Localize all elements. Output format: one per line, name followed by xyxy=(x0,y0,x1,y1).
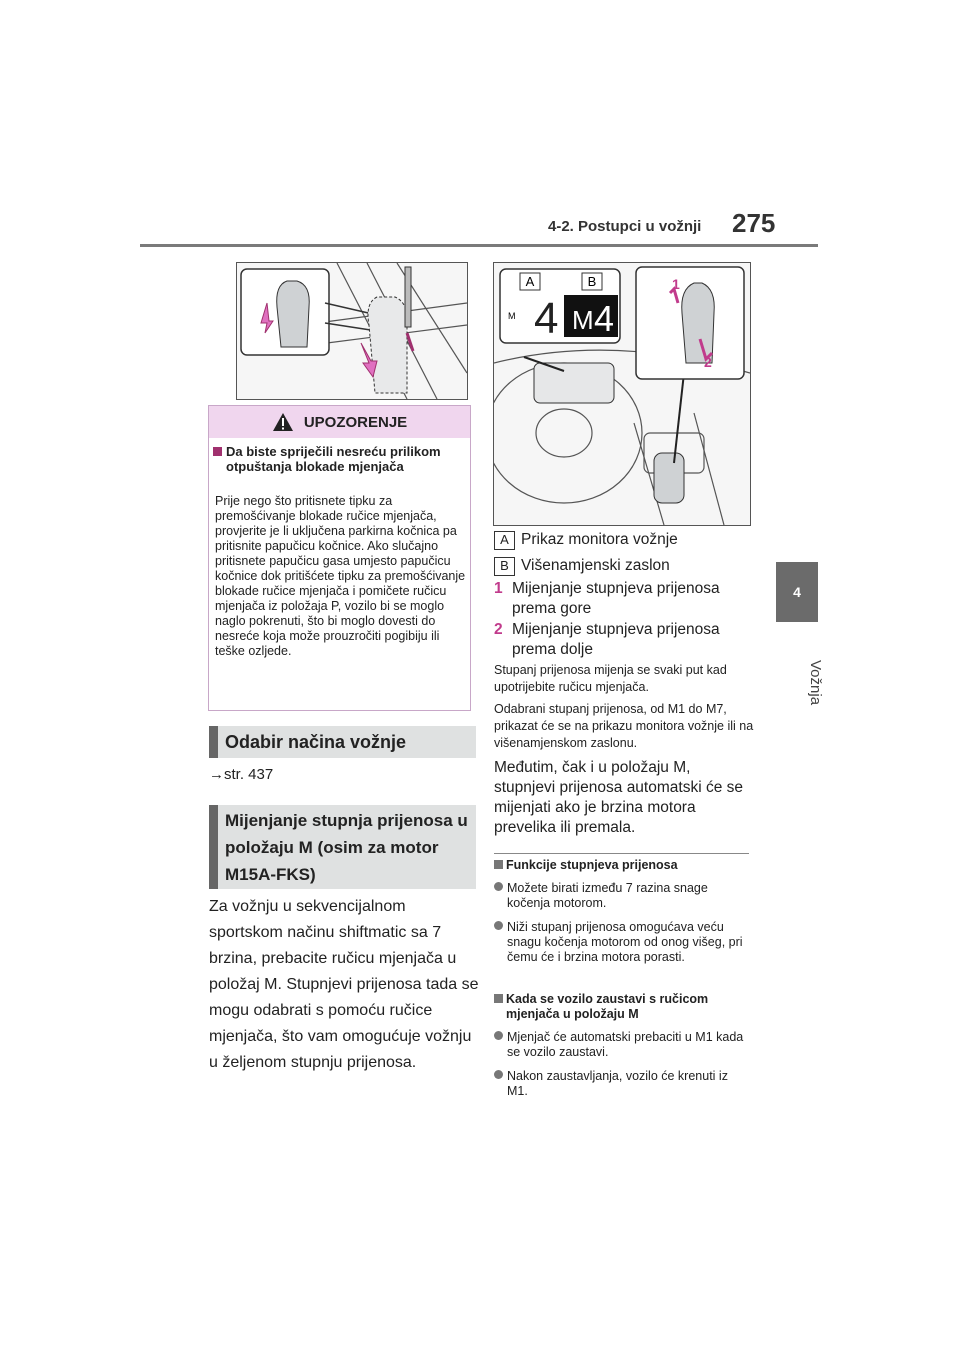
display-m-indicator: M xyxy=(572,305,594,335)
page-number: 275 xyxy=(732,208,776,238)
warning-title: UPOZORENJE xyxy=(303,413,408,431)
list-item: Mjenjač će automatski prebaciti u M1 kada se vozilo zaustavi. xyxy=(494,1030,752,1060)
section-heading-m-position: Mijenjanje stupnja prijenosa u položaju M (osim za motor M15A-FKS) xyxy=(209,805,476,889)
list-item: Niži stupanj prijenosa omogućava veću snagu kočenja motorom od onog višeg, pri čemu će i brzina motora porasti. xyxy=(494,920,752,965)
warning-triangle-icon xyxy=(272,412,294,432)
shiftmatic-paragraph: Za vožnju u sekvencijalnom sportskom načinu shiftmatic sa 7 brzina, prebacite ručicu mjenjača u položaj M. Stupnjevi prijenosa tada se mogu odabrati s pomoću ručice mjenjača, što vam omogućuje vožnju u željenom stupnju prijenosa. xyxy=(209,898,479,1071)
gear-change-note: Stupanj prijenosa mijenja se svaki put kad upotrijebite ručicu mjenjača. xyxy=(494,663,727,694)
warning-body: Prije nego što pritisnete tipku za premošćivanje blokade ručice mjenjača, provjerite je li uključena parkirna kočnica pa pritisnite papučicu kočnice. Ako slučajno pritisnete papučicu gasa umjesto papučicu kočnice dok pritišćete tipku za premošćivanje blokade ručice mjenjača i pomičete ručicu mjenjača iz položaja P, vozilo bi se moglo naglo pokrenuti, što bi moglo dovesti do nesreće koja može prouzročiti pogibiju ili teške ozljede. xyxy=(215,494,466,658)
legend-key-b: B xyxy=(494,557,515,576)
stop-heading: Kada se vozilo zaustavi s ručicom mjenjača u položaju M xyxy=(494,992,754,1022)
bullet-icon xyxy=(494,1031,503,1040)
bullet-icon xyxy=(494,882,503,891)
display-gear-digit: 4 xyxy=(594,298,615,339)
square-bullet-icon xyxy=(494,860,503,869)
warning-header xyxy=(209,406,470,438)
warning-subtitle: Da biste spriječili nesreću prilikom otpuštanja blokade mjenjača xyxy=(213,444,463,474)
legend-item-b: B Višenamjenski zaslon xyxy=(494,556,670,576)
divider xyxy=(494,853,749,854)
warning-box xyxy=(208,405,471,711)
legend-item-1: 1 Mijenjanje stupnjeva prijenosa prema gore xyxy=(494,580,720,617)
callout-a-label: A xyxy=(525,274,535,289)
chapter-label: Vožnja xyxy=(807,660,824,706)
monitor-m-indicator: M xyxy=(508,311,516,321)
page-reference-link[interactable]: →str. 437 xyxy=(209,766,274,783)
square-bullet-icon xyxy=(494,994,503,1003)
list-item: Možete birati između 7 razina snage kočenja motorom. xyxy=(494,881,752,911)
upshift-arrow-number: 1 xyxy=(672,276,680,292)
header-rule xyxy=(140,244,818,247)
legend-item-2: 2 Mijenjanje stupnjeva prijenosa prema dolje xyxy=(494,621,720,658)
section-heading-drive-mode: Odabir načina vožnje xyxy=(209,726,476,758)
section-header: 4-2. Postupci u vožnji xyxy=(548,218,702,235)
square-bullet-icon xyxy=(213,447,222,456)
legend-item-a: A Prikaz monitora vožnje xyxy=(494,530,678,550)
gear-display-note: Odabrani stupanj prijenosa, od M1 do M7, prikazat će se na prikazu monitora vožnje ili na višenamjenskom zaslonu. xyxy=(494,702,754,750)
bullet-icon xyxy=(494,921,503,930)
auto-shift-note: Međutim, čak i u položaju M, stupnjevi prijenosa automatski će se mijenjati ako je brzina motora prevelika ili premala. xyxy=(494,759,743,836)
chapter-tab: 4 xyxy=(776,562,818,622)
downshift-arrow-number: 2 xyxy=(704,354,712,370)
list-item: Nakon zaustavljanja, vozilo će krenuti iz M1. xyxy=(494,1069,752,1099)
bullet-icon xyxy=(494,1070,503,1079)
callout-b-label: B xyxy=(587,274,597,289)
shift-lever-illustration xyxy=(236,262,468,400)
monitor-gear-digit: 4 xyxy=(534,294,559,343)
legend-key-a: A xyxy=(494,531,515,550)
functions-heading: Funkcije stupnjeva prijenosa xyxy=(494,858,754,873)
cockpit-illustration xyxy=(493,262,751,526)
